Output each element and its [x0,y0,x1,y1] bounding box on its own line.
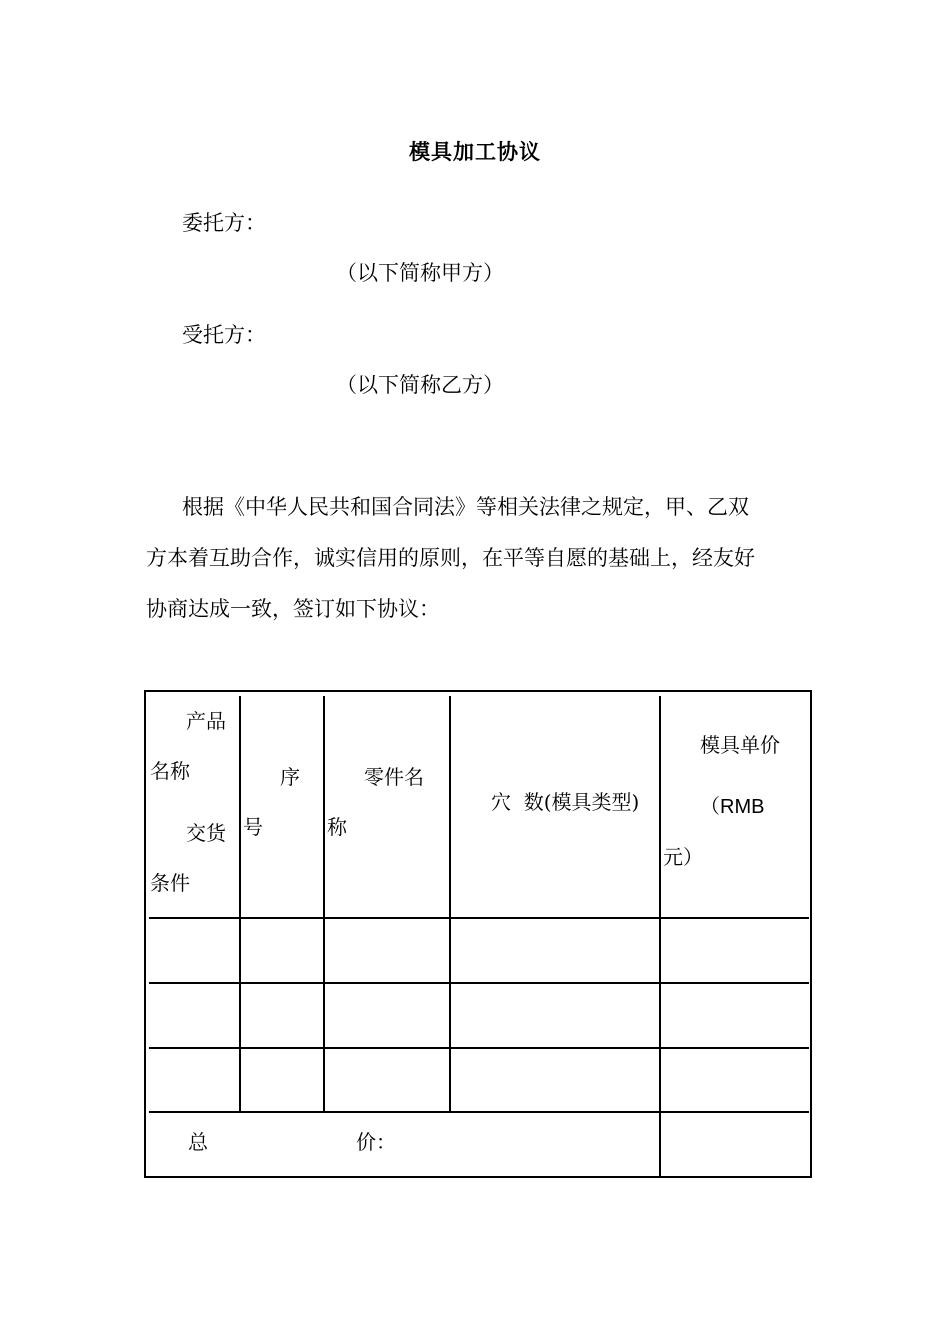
total-label-end: 价： [356,1130,396,1154]
table-row [146,919,810,982]
table-row [146,984,810,1047]
document-title: 模具加工协议 [409,140,541,164]
total-row [146,1113,810,1176]
contractor-label: 受托方： [182,323,266,347]
header-price-line-1: 模具单价 [700,733,780,757]
total-label-start: 总 [188,1130,208,1154]
header-part-line-2: 称 [327,815,347,839]
table-row [146,1049,810,1111]
header-price-line-2: （RMB [700,796,765,818]
header-product-line-1: 产品 [186,709,226,733]
contractor-alias: （以下简称乙方） [336,373,504,397]
intro-line-2: 方本着互助合作，诚实信用的原则，在平等自愿的基础上，经友好 [146,546,755,570]
client-alias: （以下简称甲方） [336,261,504,285]
intro-line-1: 根据《中华人民共和国合同法》等相关法律之规定，甲、乙双 [182,495,749,519]
intro-line-3: 协商达成一致，签订如下协议： [146,597,440,621]
header-product-line-2: 名称 [150,759,190,783]
header-seq-line-2: 号 [243,815,263,839]
header-delivery-line-1: 交货 [186,821,226,845]
client-label: 委托方： [182,211,266,235]
mold-price-table [144,690,812,1178]
header-seq-line-1: 序 [280,765,300,789]
header-price-line-3: 元） [663,845,703,869]
header-delivery-line-2: 条件 [150,871,190,895]
header-part-line-1: 零件名 [364,765,424,789]
header-cavity: 穴 数(模具类型) [491,790,640,814]
